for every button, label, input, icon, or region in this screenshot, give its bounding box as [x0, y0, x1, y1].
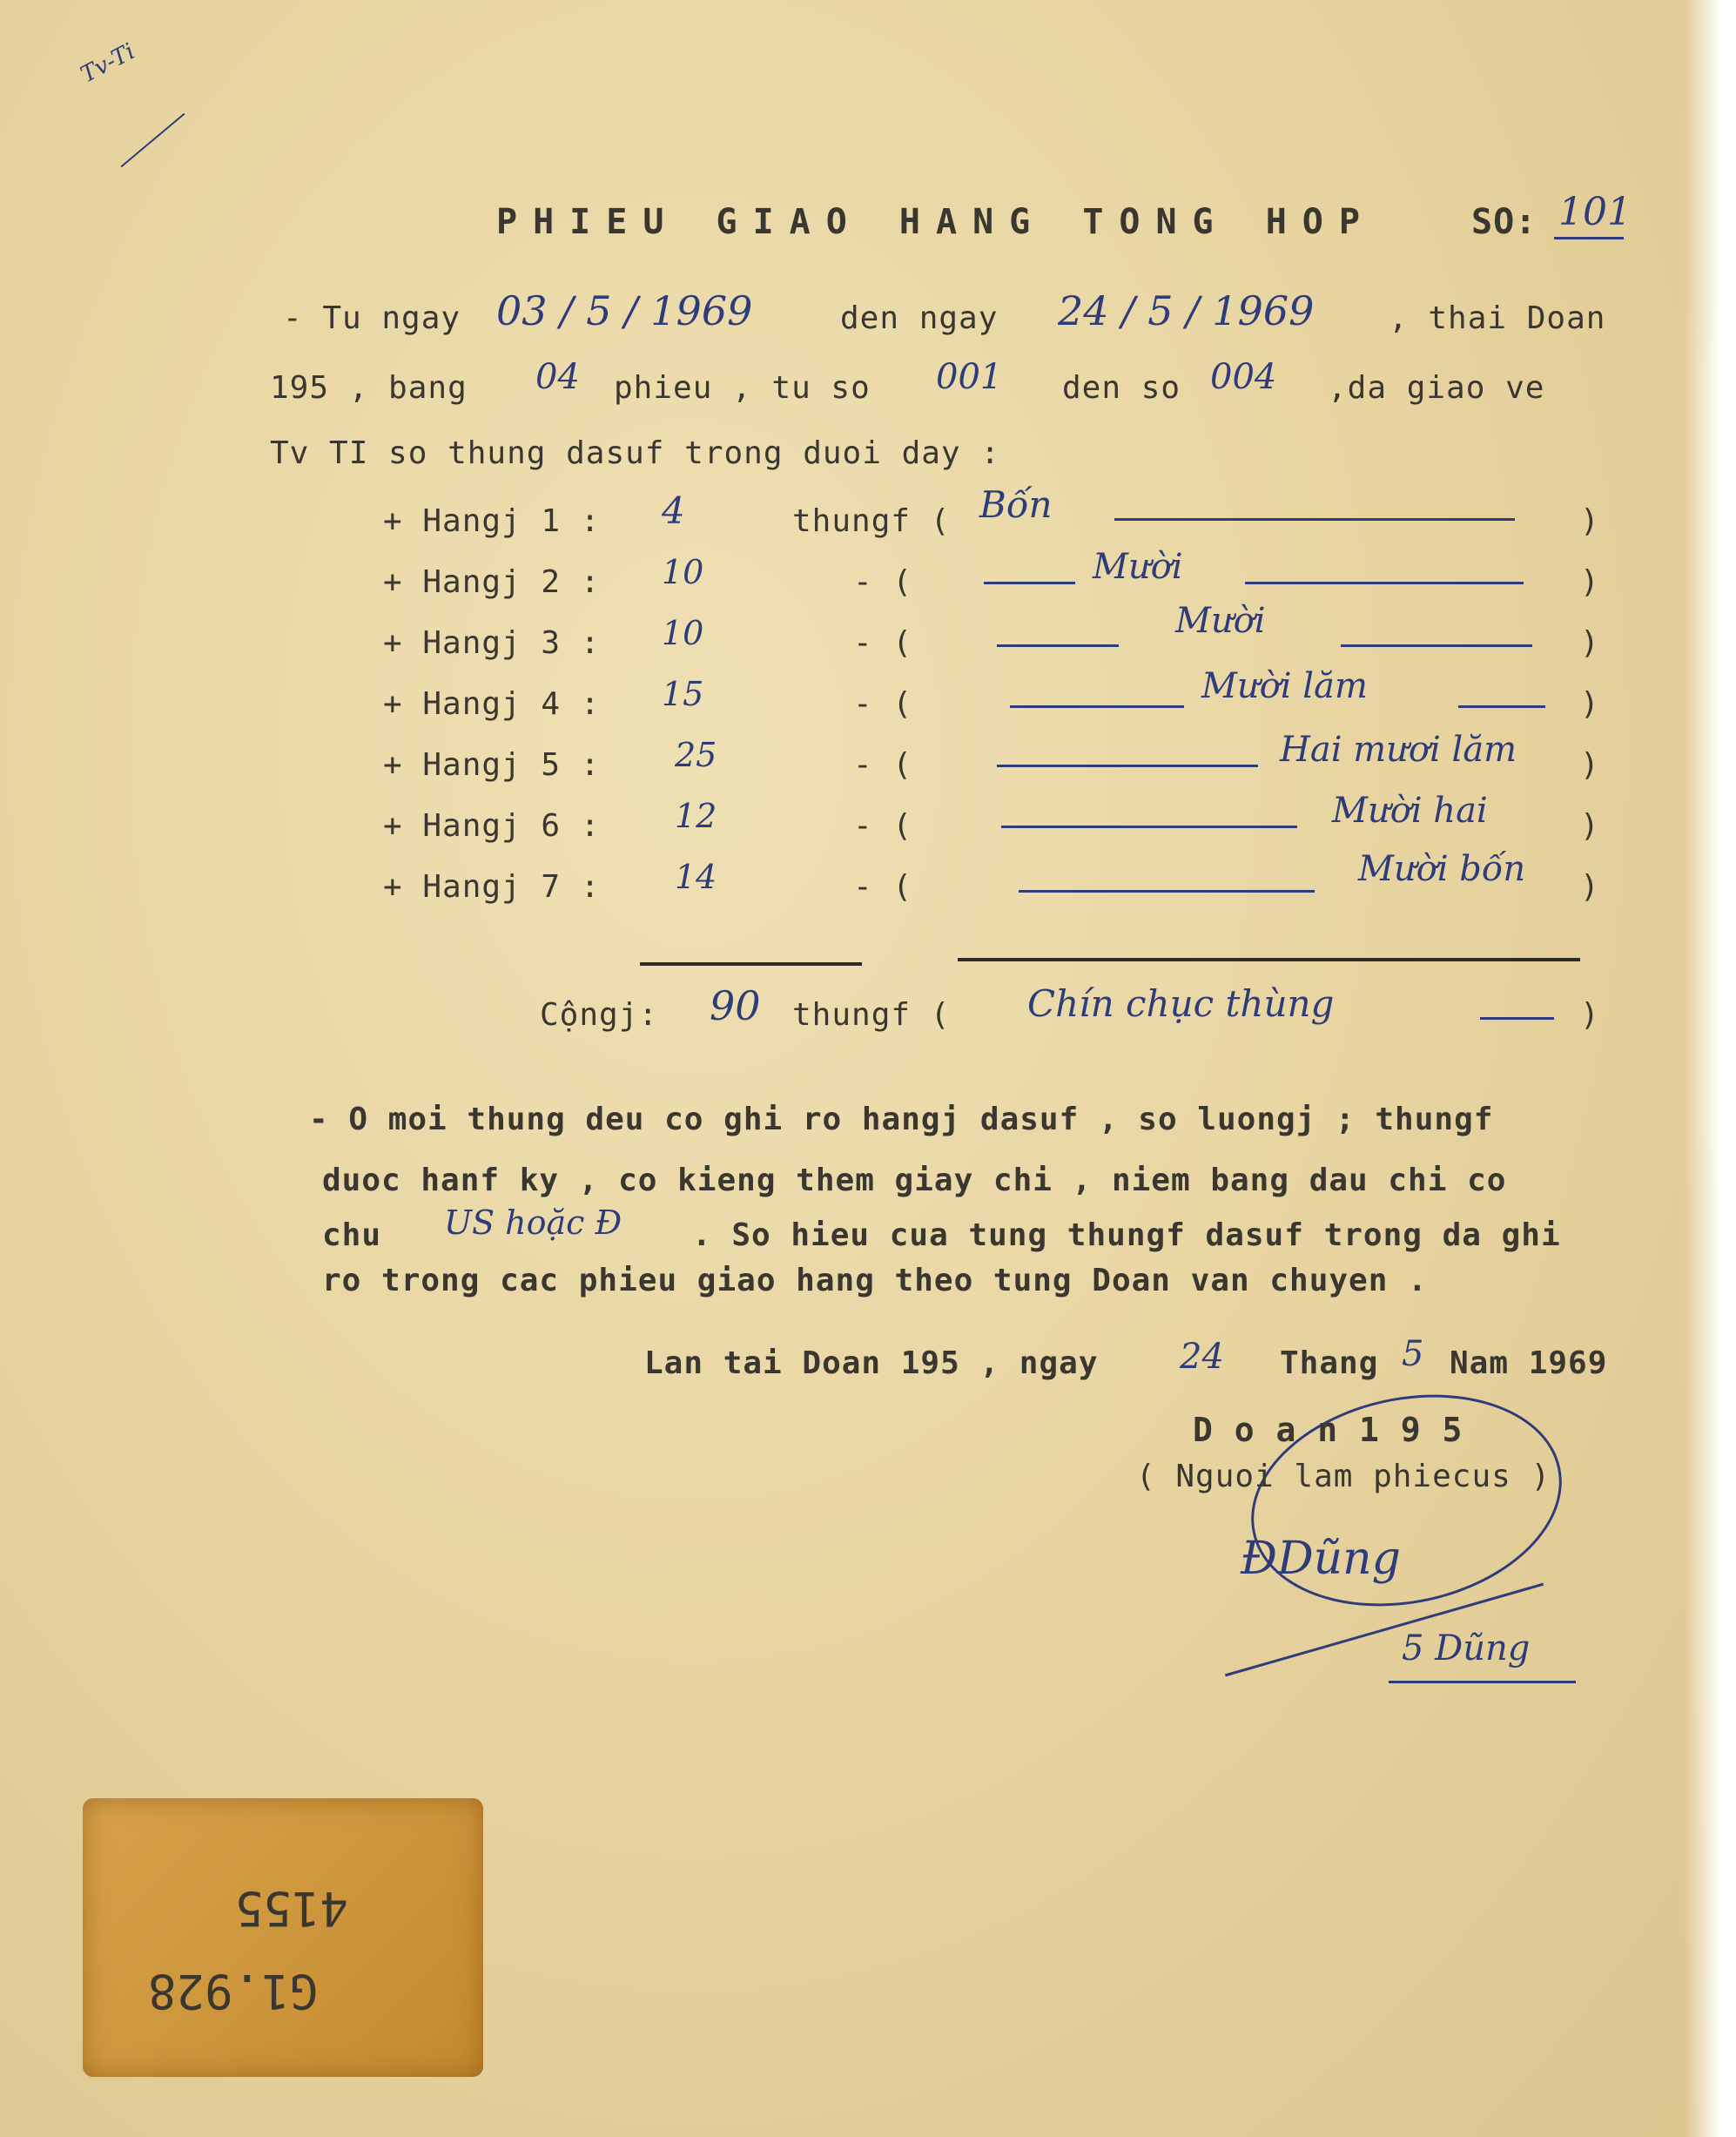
footer-month: 5: [1402, 1334, 1424, 1374]
footer-month-label: Thang: [1280, 1345, 1379, 1381]
row-fill-line: [997, 644, 1119, 647]
footer-place-label: Lan tai Doan 195 , ngay: [644, 1345, 1099, 1381]
row-unit: thungf (: [792, 503, 951, 539]
so-label: SO:: [1471, 202, 1538, 242]
row-close: ): [1580, 686, 1600, 722]
row-words: Mười lăm: [1201, 666, 1368, 706]
row-qty: 10: [662, 553, 704, 591]
row-words: Mười: [1175, 601, 1266, 641]
to-number: 004: [1210, 357, 1277, 397]
archive-code: G1.928: [148, 1964, 319, 2019]
signature: ĐDũng: [1241, 1533, 1401, 1585]
so-underline: [1554, 237, 1624, 239]
row-fill-line: [1341, 644, 1532, 647]
body-line-4: ro trong cac phieu giao hang theo tung Doan van chuyen .: [322, 1263, 1428, 1298]
row-close: ): [1580, 869, 1600, 905]
intro-line1-end: , thai Doan: [1389, 300, 1606, 336]
total-unit: thungf (: [792, 997, 951, 1033]
total-fill-line: [1480, 1017, 1554, 1020]
intro-line2-start: 195 , bang: [270, 370, 468, 406]
row-unit: - (: [853, 869, 913, 905]
row-close: ): [1580, 564, 1600, 600]
total-qty: 90: [710, 982, 761, 1029]
intro-line2-end: ,da giao ve: [1328, 370, 1545, 406]
row-qty: 25: [675, 736, 717, 774]
archive-number: 4155: [235, 1881, 349, 1936]
row-close: ): [1580, 808, 1600, 844]
body-handwritten-code: US hoặc Đ: [444, 1203, 622, 1242]
corner-note: Tv-Ti: [77, 38, 139, 89]
row-fill-line: [1245, 582, 1524, 584]
to-date: 24 / 5 / 1969: [1058, 287, 1315, 334]
row-unit: - (: [853, 686, 913, 722]
document-title: PHIEU GIAO HANG TONG HOP: [496, 202, 1376, 242]
phieu-count: 04: [535, 357, 580, 397]
total-separator-right: [958, 958, 1580, 961]
paper-edge: [1684, 0, 1736, 2137]
row-words: Bốn: [979, 483, 1053, 526]
body-line-1: - O moi thung deu co ghi ro hangj dasuf , so luongj ; thungf: [309, 1102, 1494, 1137]
row-fill-line: [1019, 890, 1315, 893]
row-qty: 4: [662, 489, 685, 532]
intro-from-label: - Tu ngay: [283, 300, 461, 336]
row-unit: - (: [853, 625, 913, 661]
total-close: ): [1580, 997, 1600, 1033]
signer-role: ( Nguoi lam phiecus ): [1136, 1459, 1551, 1494]
row-words: Mười hai: [1332, 791, 1488, 831]
footer-day: 24: [1180, 1337, 1224, 1377]
unit-name: D o a n 1 9 5: [1193, 1411, 1463, 1449]
row-close: ): [1580, 625, 1600, 661]
row-words: Mười bốn: [1358, 849, 1526, 889]
row-words: Hai mươi lăm: [1280, 730, 1517, 770]
row-unit: - (: [853, 564, 913, 600]
signer-name-underline: [1389, 1681, 1576, 1683]
row-label: + Hangj 1 :: [383, 503, 601, 539]
total-separator-left: [640, 962, 862, 966]
row-words: Mười: [1093, 547, 1183, 587]
from-number: 001: [936, 357, 1003, 397]
row-qty: 14: [675, 858, 717, 896]
row-label: + Hangj 2 :: [383, 564, 601, 600]
row-label: + Hangj 5 :: [383, 747, 601, 783]
row-label: + Hangj 4 :: [383, 686, 601, 722]
row-fill-line: [1010, 705, 1184, 708]
intro-line3: Tv TI so thung dasuf trong duoi day :: [270, 435, 1000, 471]
row-unit: - (: [853, 808, 913, 844]
row-close: ): [1580, 747, 1600, 783]
row-unit: - (: [853, 747, 913, 783]
from-date: 03 / 5 / 1969: [496, 287, 753, 334]
row-qty: 12: [675, 797, 717, 835]
body-line-3-end: . So hieu cua tung thungf dasuf trong da ghi: [692, 1217, 1561, 1253]
row-fill-line: [1114, 518, 1515, 521]
row-qty: 10: [662, 614, 704, 652]
total-words: Chín chục thùng: [1027, 982, 1335, 1025]
row-qty: 15: [662, 675, 704, 713]
row-fill-line: [984, 582, 1075, 584]
row-label: + Hangj 6 :: [383, 808, 601, 844]
row-close: ): [1580, 503, 1600, 539]
row-fill-line: [997, 765, 1258, 767]
footer-year: Nam 1969: [1450, 1345, 1608, 1381]
intro-to-label: den ngay: [840, 300, 999, 336]
body-line-3-start: chu: [322, 1217, 382, 1253]
row-label: + Hangj 7 :: [383, 869, 601, 905]
total-label: Cộngj:: [540, 997, 659, 1033]
intro-from-no-label: phieu , tu so: [614, 370, 871, 406]
intro-to-no-label: den so: [1062, 370, 1181, 406]
so-value: 101: [1558, 190, 1632, 234]
row-fill-line: [1458, 705, 1545, 708]
body-line-2: duoc hanf ky , co kieng them giay chi , niem bang dau chi co: [322, 1163, 1507, 1198]
row-fill-line: [1001, 826, 1297, 828]
signer-name: 5 Dũng: [1402, 1628, 1531, 1668]
row-label: + Hangj 3 :: [383, 625, 601, 661]
archive-label: [83, 1798, 483, 2077]
